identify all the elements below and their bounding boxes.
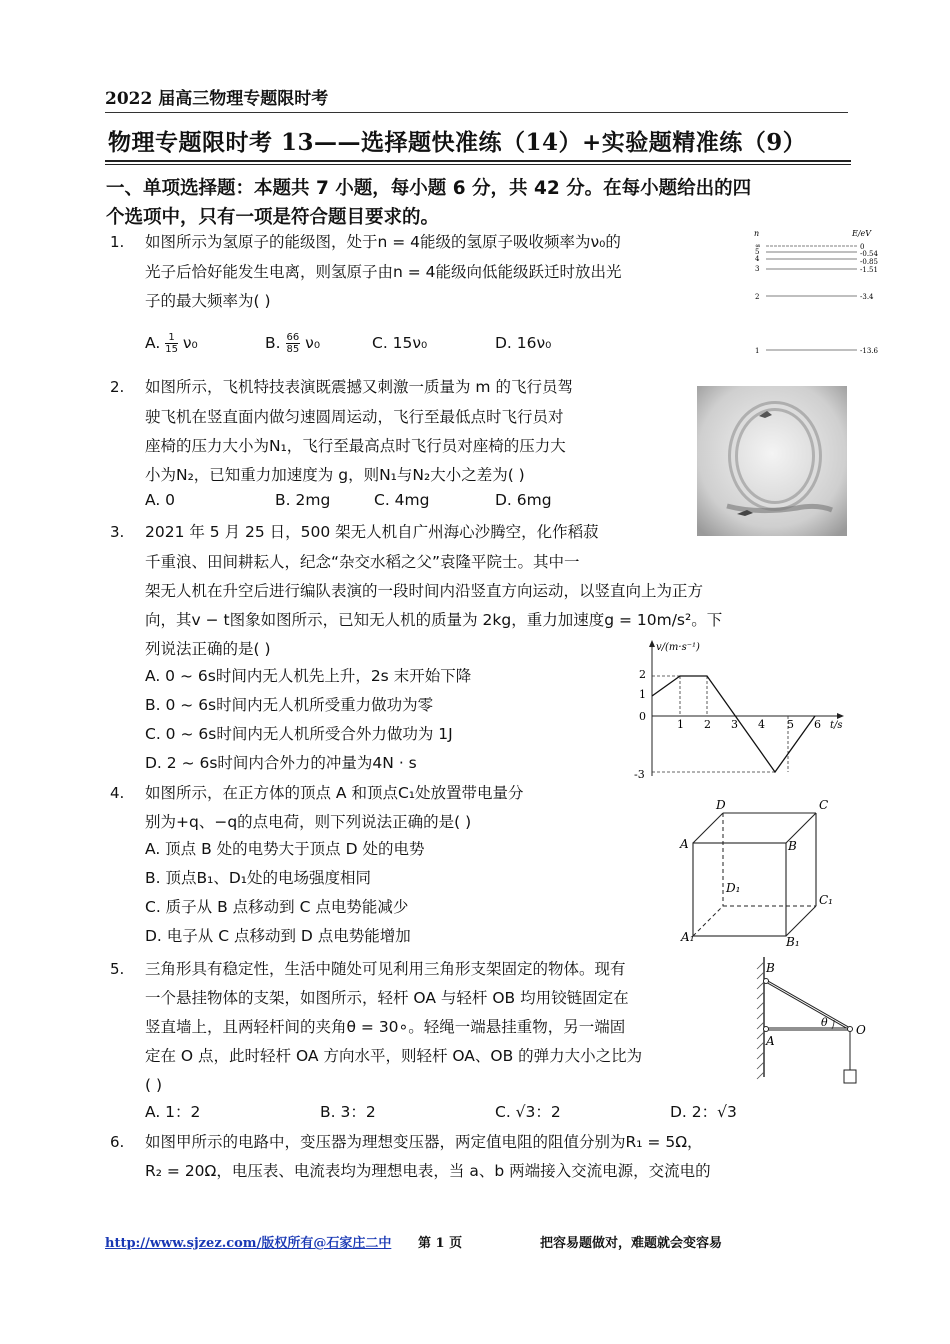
level-n-4: 4	[755, 255, 760, 263]
point-label: A	[766, 1034, 775, 1048]
angle-label: θ	[821, 1016, 828, 1029]
wall-hatching	[757, 962, 764, 1079]
question-text: 驶飞机在竖直面内做匀速圆周运动，飞行至最低点时飞行员对	[145, 408, 564, 426]
footer-slogan: 把容易题做对，难题就会变容易	[540, 1236, 723, 1251]
title-rule-thin	[105, 164, 851, 165]
vertex-label: A	[680, 837, 689, 851]
option-d[interactable]: D. 2：√3	[670, 1103, 737, 1121]
vertex-label: D₁	[726, 881, 741, 895]
option-b[interactable]: B. 顶点B₁、D₁处的电场强度相同	[145, 869, 371, 887]
question-number: 5.	[110, 960, 125, 978]
question-text: 竖直墙上，且两轻杆间的夹角θ = 30∘。轻绳一端悬挂重物，另一端固	[145, 1018, 626, 1036]
question-text: 如图所示为氢原子的能级图，处于n = 4能级的氢原子吸收频率为ν₀的	[145, 233, 621, 251]
cube-diagram	[678, 798, 838, 950]
point-label: B	[766, 961, 775, 975]
question-number: 4.	[110, 784, 125, 802]
exam-header: 2022 届高三物理专题限时考	[105, 89, 329, 109]
option-c[interactable]: C. √3：2	[495, 1103, 561, 1121]
fraction: $\frac{66}{85}$	[286, 332, 300, 355]
option-d[interactable]: D. 电子从 C 点移动到 D 点电势能增加	[145, 927, 411, 945]
question-text: 定在 O 点，此时轻杆 OA 方向水平，则轻杆 OA、OB 的弹力大小之比为	[145, 1047, 643, 1065]
level-e-inf: 0	[860, 243, 865, 251]
question-text: 三角形具有稳定性，生活中随处可见利用三角形支架固定的物体。现有	[145, 960, 626, 978]
question-text: 一个悬挂物体的支架，如图所示，轻杆 OA 与轻杆 OB 均用铰链固定在	[145, 989, 629, 1007]
question-text: 千重浪、田间耕耘人，纪念“杂交水稻之父”袁隆平院士。其中一	[145, 553, 580, 571]
question-text: 别为+q、−q的点电荷，则下列说法正确的是( )	[145, 813, 472, 831]
option-c[interactable]: C. 4mg	[374, 491, 430, 509]
vertex-label: B₁	[786, 935, 800, 949]
question-text: R₂ = 20Ω，电压表、电流表均为理想电表，当 a、b 两端接入交流电源，交流电的	[145, 1162, 711, 1180]
level-n-2: 2	[755, 293, 760, 301]
y-tick: 1	[639, 688, 646, 701]
question-text: 2021 年 5 月 25 日，500 架无人机自广州海心沙腾空，化作稻菽	[145, 523, 599, 541]
option-a[interactable]: A. 0	[145, 491, 176, 509]
y-tick: -3	[634, 768, 645, 781]
section-line-1: 一、单项选择题：本题共 7 小题，每小题 6 分，共 42 分。在每小题给出的四	[106, 178, 752, 199]
point-label: O	[856, 1023, 866, 1037]
x-tick: 1	[677, 718, 684, 731]
question-text: 架无人机在升空后进行编队表演的一段时间内沿竖直方向运动，以竖直向上为正方	[145, 582, 704, 600]
option-a[interactable]: A. 0 ~ 6s时间内无人机先上升，2s 末开始下降	[145, 667, 472, 685]
option-b[interactable]: B. 0 ~ 6s时间内无人机所受重力做功为零	[145, 696, 434, 714]
section-heading	[106, 174, 846, 232]
x-tick: 6	[814, 718, 821, 731]
x-tick: 3	[731, 718, 738, 731]
section-line-2: 个选项中，只有一项是符合题目要求的。	[106, 207, 440, 228]
axis-n-label: n	[754, 229, 760, 238]
bracket-diagram	[752, 952, 874, 1092]
vertex-label: A₁	[681, 930, 695, 944]
vertex-label: D	[716, 798, 726, 812]
energy-level-diagram	[752, 226, 892, 362]
vertex-label: C₁	[819, 893, 833, 907]
x-tick: 2	[704, 718, 711, 731]
hinge-a	[764, 1027, 769, 1032]
rod-ob-inner	[766, 981, 850, 1029]
joint-o	[848, 1027, 853, 1032]
question-text: 列说法正确的是( )	[145, 640, 271, 658]
option-c[interactable]: C. 0 ~ 6s时间内无人机所受合外力做功为 1J	[145, 725, 453, 743]
hanging-weight	[844, 1070, 856, 1083]
option-c[interactable]: C. 质子从 B 点移动到 C 点电势能减少	[145, 898, 409, 916]
header-rule	[105, 112, 848, 113]
question-number: 1.	[110, 233, 125, 251]
question-text: 向，其v − t图象如图所示，已知无人机的质量为 2kg，重力加速度g = 10m/s²。下	[145, 611, 723, 629]
level-n-3: 3	[755, 265, 760, 273]
question-number: 2.	[110, 378, 125, 396]
level-e-1: -13.6	[860, 347, 878, 355]
option-a[interactable]: A. $\frac{1}{15}$ ν₀	[145, 332, 198, 355]
y-tick: 2	[639, 668, 646, 681]
footer-link[interactable]: http://www.sjzez.com/版权所有@石家庄二中	[105, 1236, 392, 1251]
y-axis-arrow	[649, 640, 655, 647]
level-e-2: -3.4	[860, 293, 874, 301]
question-text: 如图甲所示的电路中，变压器为理想变压器，两定值电阻的阻值分别为R₁ = 5Ω，	[145, 1133, 703, 1151]
footer-left	[105, 1232, 391, 1251]
question-text: 如图所示，在正方体的顶点 A 和顶点C₁处放置带电量分	[145, 784, 524, 802]
level-e-5: -0.54	[860, 250, 878, 258]
x-tick: 5	[787, 718, 794, 731]
question-text: 子的最大频率为( )	[145, 292, 271, 310]
option-d[interactable]: D. 16ν₀	[495, 334, 552, 352]
question-text: 如图所示，飞机特技表演既震撼又刺激一质量为 m 的飞行员驾	[145, 378, 573, 396]
option-b[interactable]: B. 2mg	[275, 491, 331, 509]
title-rule	[105, 160, 851, 162]
level-e-4: -0.85	[860, 258, 878, 266]
level-n-5: 5	[755, 248, 760, 256]
x-tick: 4	[758, 718, 765, 731]
vt-graph	[630, 636, 855, 784]
option-a[interactable]: A. 1：2	[145, 1103, 201, 1121]
level-n-1: 1	[755, 347, 760, 355]
question-number: 6.	[110, 1133, 125, 1151]
vertex-label: B	[788, 839, 797, 853]
hinge-b	[764, 979, 769, 984]
option-b[interactable]: B. 3：2	[320, 1103, 376, 1121]
page-number: 第 1 页	[418, 1236, 463, 1251]
level-n-inf: ∞	[755, 242, 761, 250]
x-axis-arrow	[837, 713, 844, 719]
vertex-label: C	[819, 798, 829, 812]
option-c[interactable]: C. 15ν₀	[372, 334, 428, 352]
option-a[interactable]: A. 顶点 B 处的电势大于顶点 D 处的电势	[145, 840, 425, 858]
fraction: $\frac{1}{15}$	[165, 332, 178, 355]
airshow-loop-photo	[697, 386, 847, 536]
page-title: 物理专题限时考 13——选择题快准练（14）+实验题精准练（9）	[108, 129, 807, 156]
axis-e-label: E/eV	[852, 229, 872, 238]
y-axis-label: v/(m·s⁻¹)	[656, 642, 700, 653]
option-d[interactable]: D. 6mg	[495, 491, 552, 509]
question-text: 座椅的压力大小为N₁，飞行至最高点时飞行员对座椅的压力大	[145, 437, 566, 455]
y-tick: 0	[639, 710, 646, 723]
question-number: 3.	[110, 523, 125, 541]
question-text: 小为N₂，已知重力加速度为 g，则N₁与N₂大小之差为( )	[145, 466, 525, 484]
option-b[interactable]: B. $\frac{66}{85}$ ν₀	[265, 332, 321, 355]
question-text: ( )	[145, 1076, 163, 1094]
level-e-3: -1.51	[860, 266, 878, 274]
question-text: 光子后恰好能发生电离，则氢原子由n = 4能级向低能级跃迁时放出光	[145, 263, 622, 281]
x-axis-label: t/s	[830, 720, 843, 731]
option-d[interactable]: D. 2 ~ 6s时间内合外力的冲量为4N · s	[145, 754, 417, 772]
